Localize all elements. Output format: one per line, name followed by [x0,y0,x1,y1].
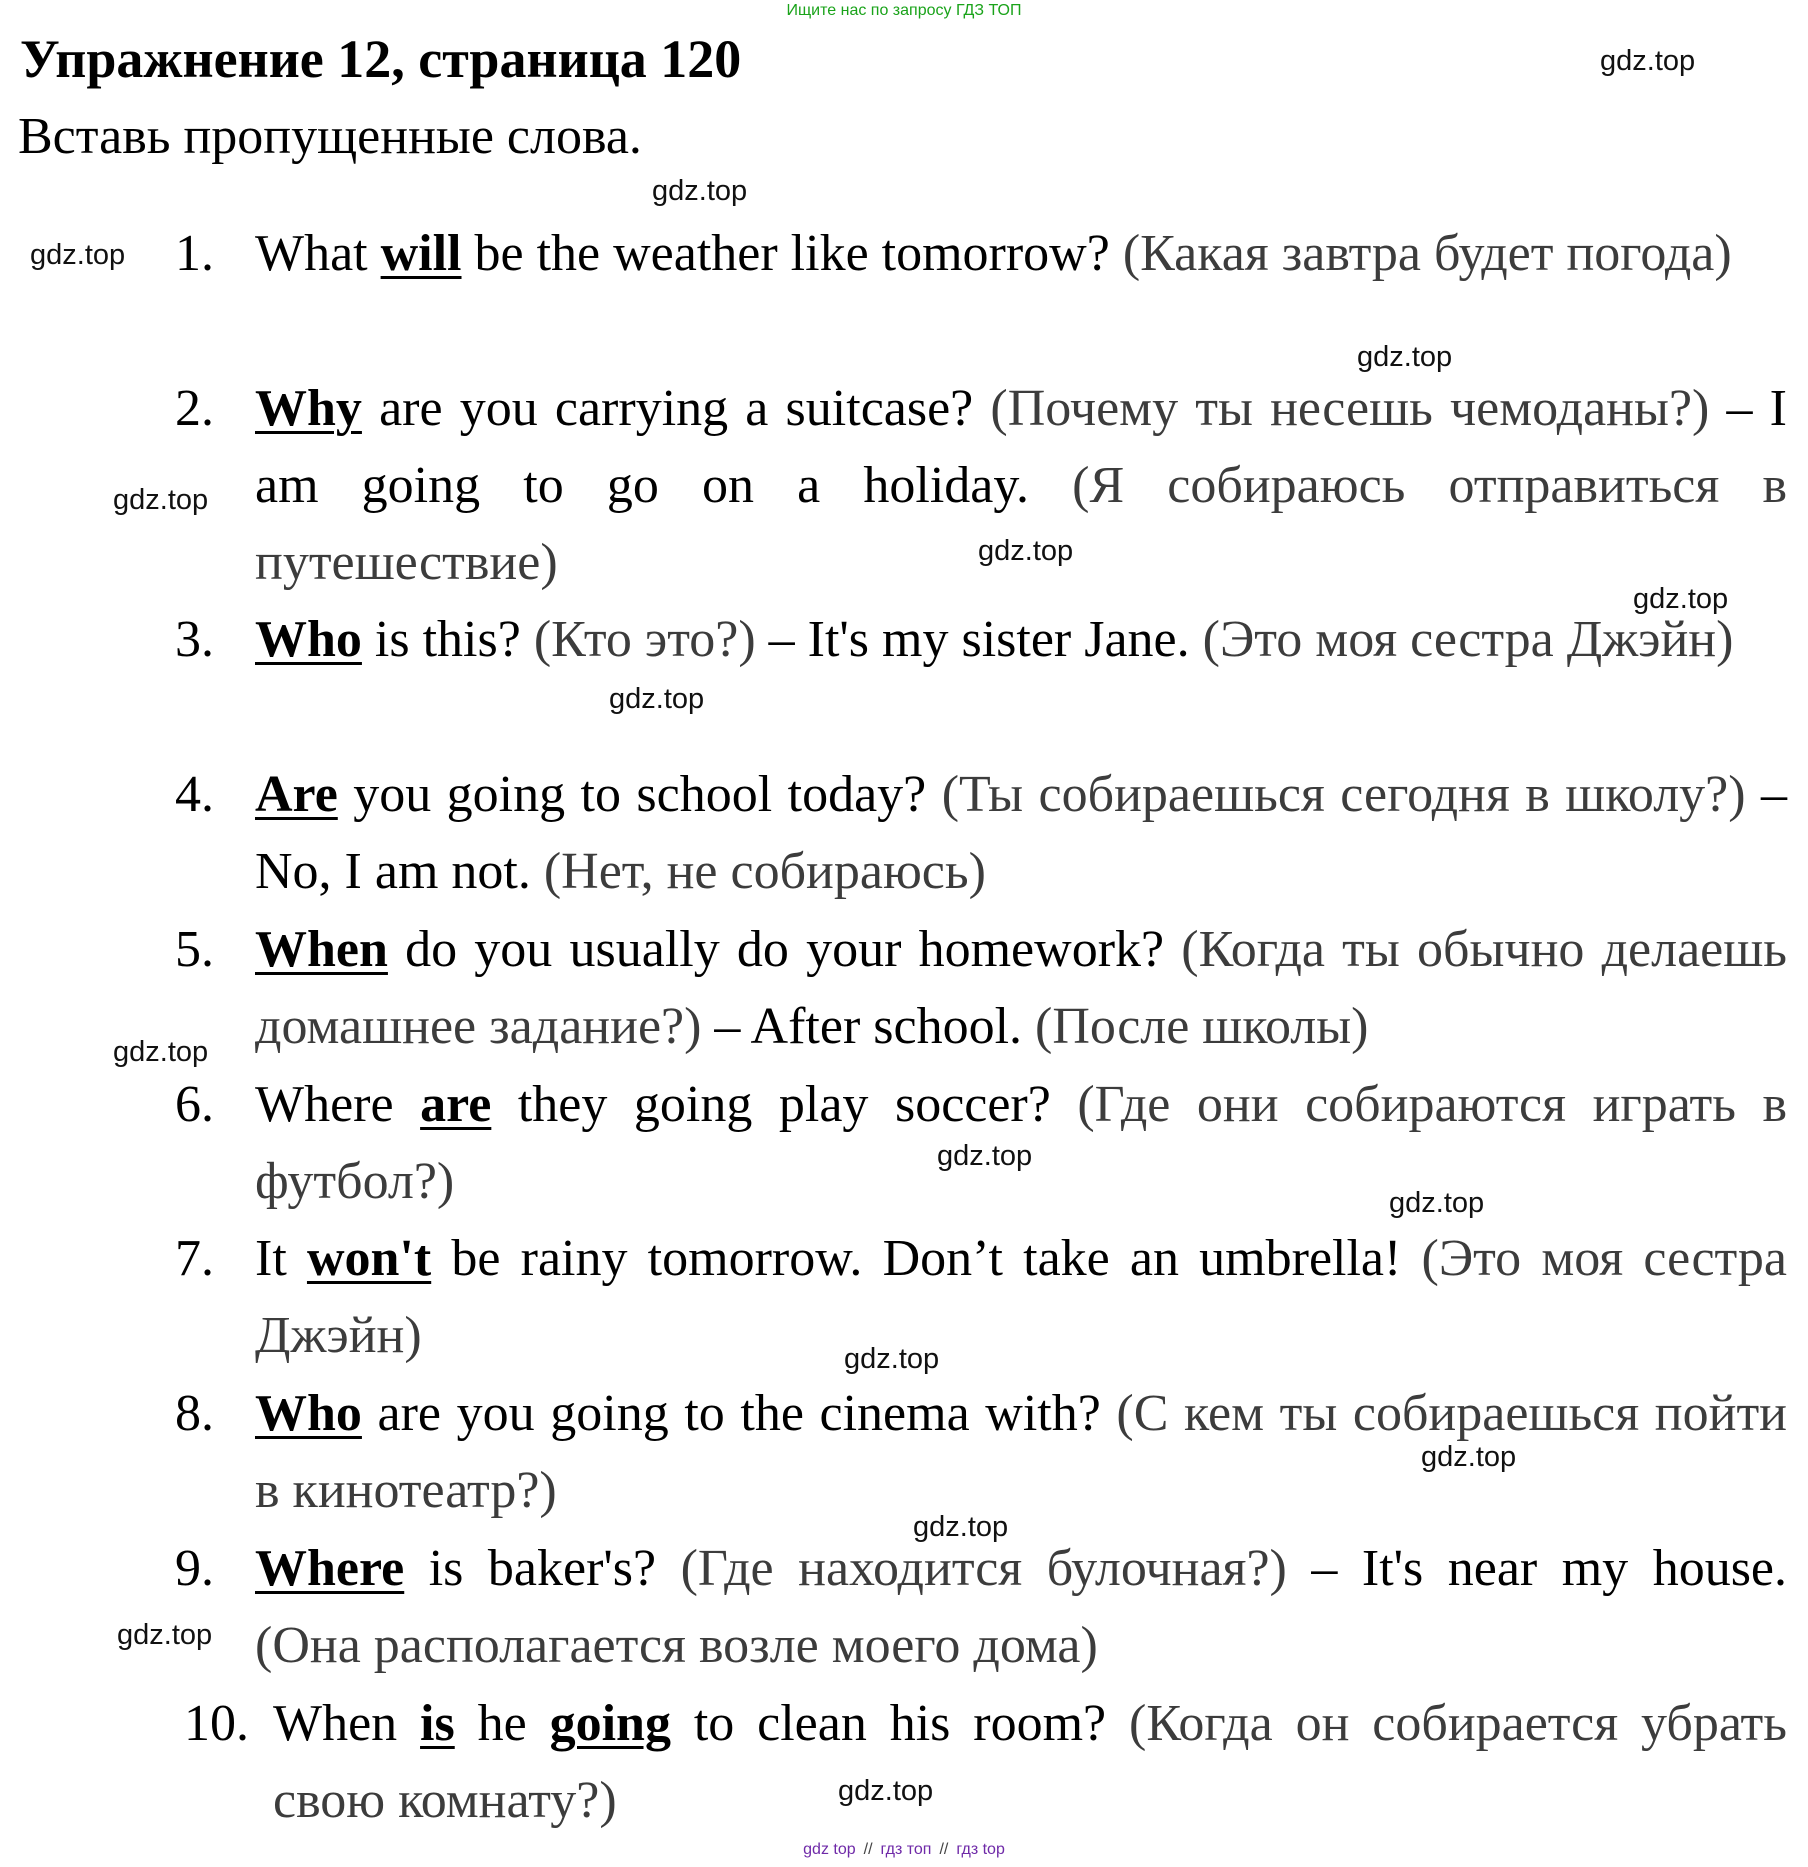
item-text: he [454,1695,550,1752]
translation: (Это моя сестра Джэйн) [255,1230,1787,1364]
footer-separator: // [939,1841,949,1858]
answer-word: are [420,1076,492,1133]
watermark: gdz.top [1357,341,1453,373]
translation: (Она располагается возле моего дома) [255,1617,1098,1674]
search-banner[interactable]: Ищите нас по запросу ГДЗ ТОП [786,2,1022,19]
watermark: gdz.top [844,1343,940,1375]
item-number: 8. [175,1385,214,1442]
watermark: gdz.top [1600,45,1696,77]
footer-link[interactable]: гдз топ [880,1841,932,1858]
watermark: gdz.top [113,484,209,516]
translation: (Где они собираются играть в футбол?) [255,1076,1787,1210]
translation: (Это моя сестра Джэйн) [1202,611,1734,668]
answer-word: is [420,1695,455,1752]
item-text: What [255,225,381,282]
watermark: gdz.top [937,1140,1033,1172]
answer-word: will [380,225,462,282]
item-text: – It's my sister Jane. [755,611,1203,668]
translation: (Когда он собирается убрать свою комнату?) [273,1695,1787,1829]
item-text: is this? [361,611,534,668]
answer-word: Why [255,380,362,437]
footer-separator: // [863,1841,873,1858]
item-number: 5. [175,921,214,978]
item-number: 4. [175,766,214,823]
watermark: gdz.top [609,683,705,715]
translation: (Кто это?) [533,611,756,668]
watermark: gdz.top [838,1775,934,1807]
list-item [175,370,1787,601]
translation: (После школы) [1035,998,1369,1055]
answer-word: won't [306,1230,432,1287]
item-text: they going play soccer? [491,1076,1078,1133]
item-number: 2. [175,380,214,437]
translation: (Когда ты обычно делаешь домашнее задание?) [255,921,1788,1055]
item-text: Where [255,1076,421,1133]
answer-word: going [549,1695,671,1752]
translation: (Почему ты несешь чемоданы?) [990,380,1710,437]
page-title: Упражнение 12, страница 120 [20,29,742,89]
translation: (Ты собираешься сегодня в школу?) [941,766,1746,823]
item-text: are you going to the cinema with? [361,1385,1117,1442]
watermark: gdz.top [652,175,748,207]
item-text: It [255,1230,307,1287]
footer-links [0,1839,1808,1861]
item-text: do you usually do your homework? [387,921,1182,978]
item-text: to clean his room? [670,1695,1130,1752]
item-number: 1. [175,225,214,282]
footer-link[interactable]: gdz top [803,1841,856,1858]
footer-link[interactable]: гдз top [956,1841,1005,1858]
item-text: be rainy tomorrow. Don’t take an umbrella! [431,1230,1422,1287]
translation: (Нет, не собираюсь) [543,843,986,900]
answer-word: Who [255,1385,362,1442]
item-number: 6. [175,1076,214,1133]
translation: (Какая завтра будет погода) [1122,225,1732,282]
watermark: gdz.top [913,1511,1009,1543]
list-item [175,215,1787,292]
list-item [175,756,1788,910]
item-number: 3. [175,611,214,668]
list-item [175,601,1787,678]
item-text: you going to school today? [337,766,942,823]
answer-word: When [255,921,388,978]
item-text: – I am going to go on a holiday. [255,380,1787,514]
list-item [184,1685,1787,1839]
item-text: – After school. [701,998,1036,1055]
translation: (Я собираюсь отправиться в путешествие) [255,457,1787,591]
instruction: Вставь пропущенные слова. [18,108,642,165]
list-item [175,1066,1787,1220]
item-number: 10. [184,1695,249,1752]
item-text: are you carrying a suitcase? [361,380,991,437]
item-number: 7. [175,1230,214,1287]
watermark: gdz.top [30,239,126,271]
item-number: 9. [175,1540,214,1597]
answer-word: Where [255,1540,405,1597]
watermark: gdz.top [1421,1441,1517,1473]
list-item [175,911,1788,1065]
list-item [175,1530,1788,1684]
translation: (Где находится булочная?) [680,1540,1287,1597]
watermark: gdz.top [978,535,1074,567]
watermark: gdz.top [113,1036,209,1068]
watermark: gdz.top [1633,583,1729,615]
item-text: be the weather like tomorrow? [461,225,1123,282]
watermark: gdz.top [1389,1187,1485,1219]
item-text: – No, I am not. [255,766,1788,900]
list-item [175,1220,1787,1374]
item-text: When [273,1695,421,1752]
item-text: – It's near my house. [1286,1540,1788,1597]
translation: (С кем ты собираешься пойти в кинотеатр?) [255,1385,1787,1519]
watermark: gdz.top [117,1619,213,1651]
answer-word: Who [255,611,362,668]
item-text: is baker's? [404,1540,681,1597]
list-item [175,1375,1787,1529]
answer-word: Are [255,766,338,823]
